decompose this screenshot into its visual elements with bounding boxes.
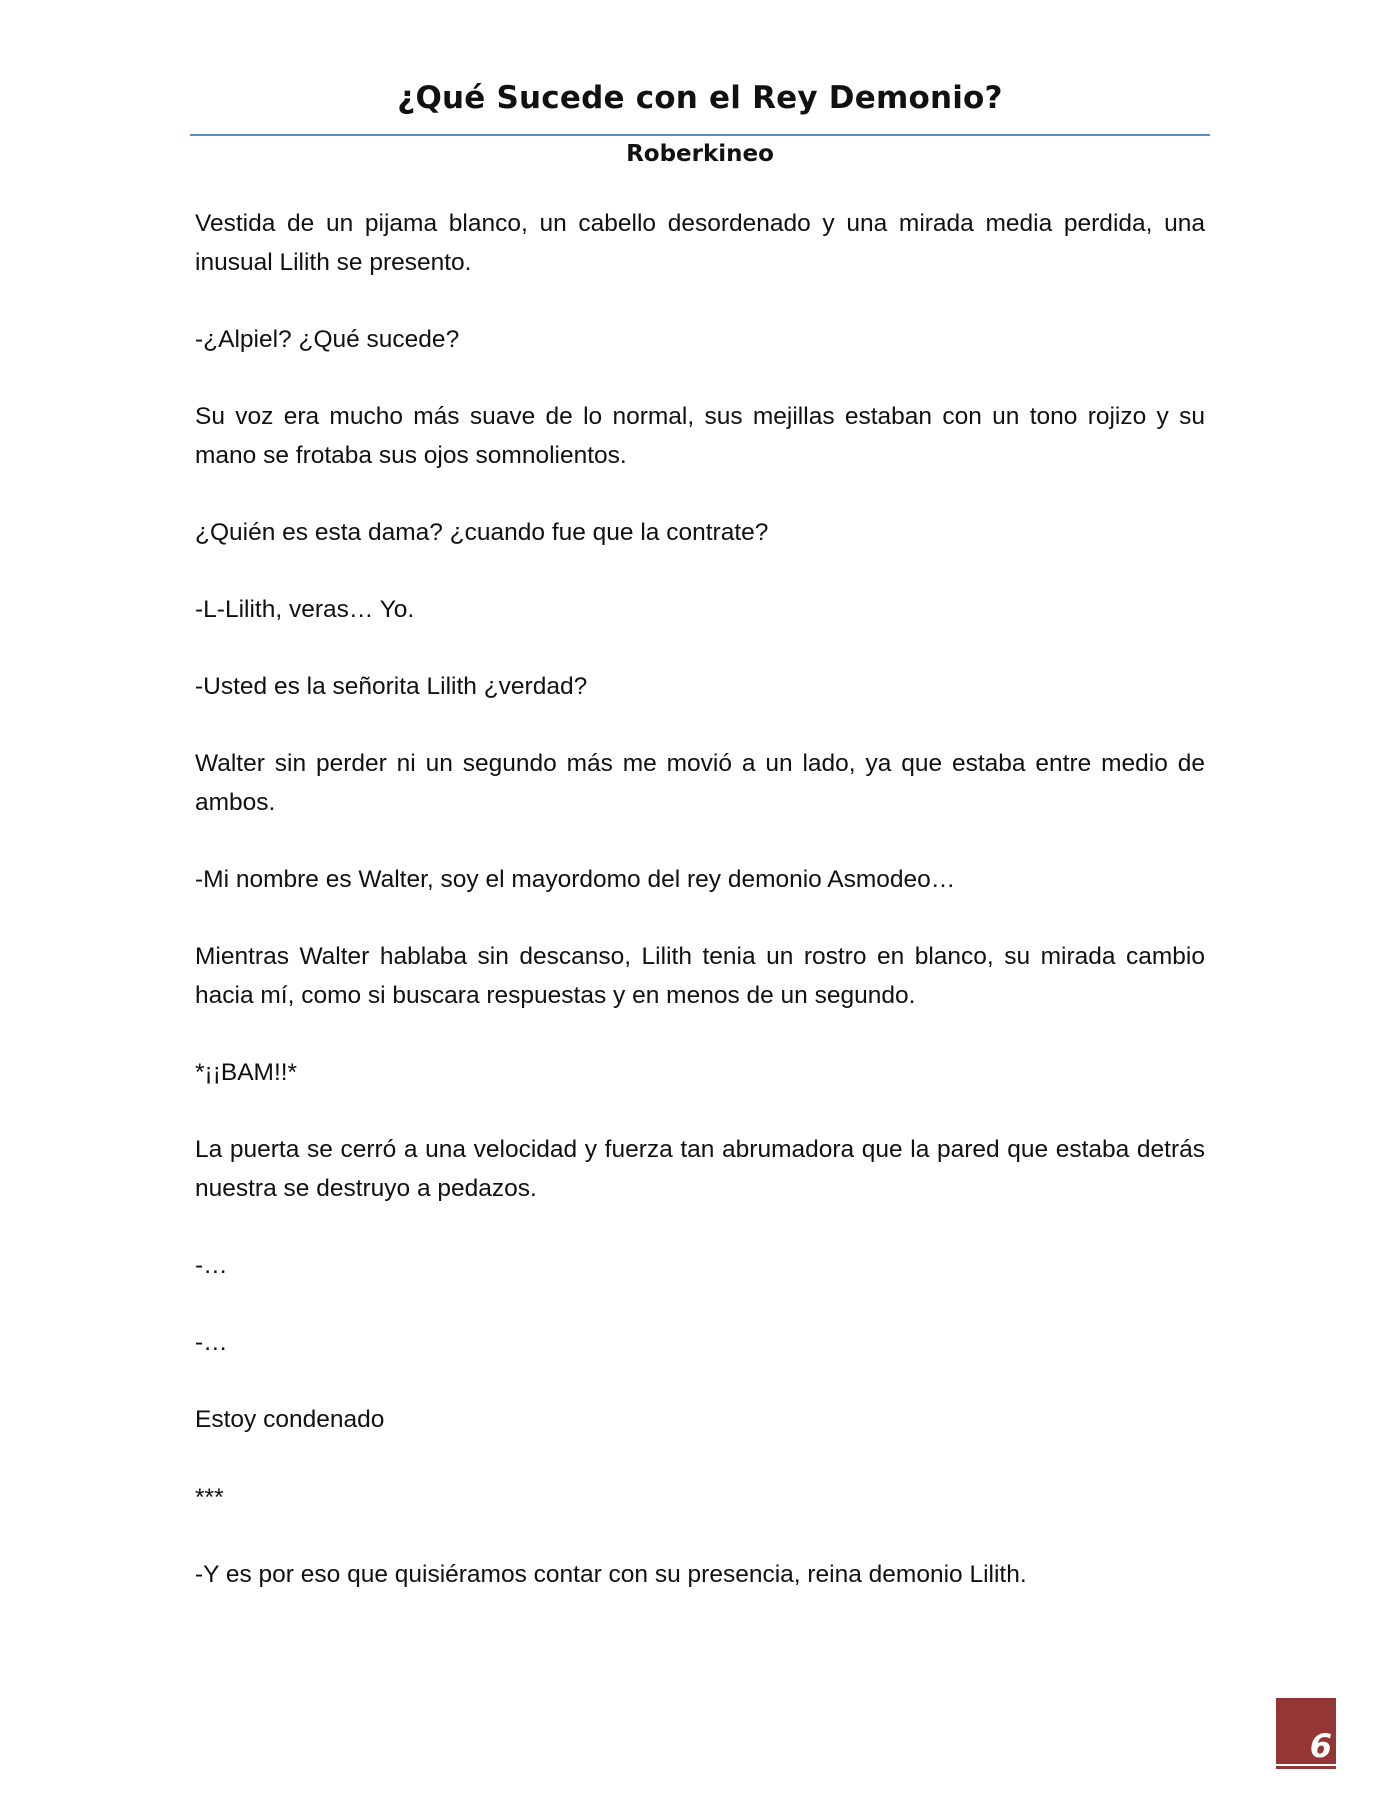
paragraph: -Usted es la señorita Lilith ¿verdad? bbox=[195, 673, 588, 701]
scene-break: *** bbox=[195, 1483, 224, 1511]
page-number-underline bbox=[1276, 1766, 1336, 1769]
page-number: 6 bbox=[1309, 1727, 1332, 1765]
paragraph: Su voz era mucho más suave de lo normal, sus mejillas estaban con un tono rojizo y su mano se frotaba sus ojos somnolientos. bbox=[195, 402, 1205, 469]
paragraph: Vestida de un pijama blanco, un cabello desordenado y una mirada media perdida, una inusual Lilith se presento. bbox=[195, 210, 1205, 276]
paragraph: -… bbox=[195, 1329, 228, 1357]
paragraph: -Mi nombre es Walter, soy el mayordomo del rey demonio Asmodeo… bbox=[195, 866, 956, 894]
paragraph: -… bbox=[195, 1252, 228, 1280]
paragraph: Walter sin perder ni un segundo más me movió a un lado, ya que estaba entre medio de ambos. bbox=[195, 750, 1205, 816]
document-body bbox=[195, 205, 1205, 1633]
paragraph: *¡¡BAM!!* bbox=[195, 1059, 298, 1087]
document-author: Roberkineo bbox=[626, 141, 774, 167]
paragraph: ¿Quién es esta dama? ¿cuando fue que la contrate? bbox=[195, 518, 769, 546]
document-title: ¿Qué Sucede con el Rey Demonio? bbox=[397, 80, 1003, 116]
paragraph: La puerta se cerró a una velocidad y fuerza tan abrumadora que la pared que estaba detrás nuestra se destruyo a pedazos. bbox=[195, 1136, 1205, 1202]
paragraph: -¿Alpiel? ¿Qué sucede? bbox=[195, 325, 460, 353]
page-number-badge bbox=[1276, 1698, 1336, 1764]
paragraph: Estoy condenado bbox=[195, 1406, 385, 1434]
paragraph: -Y es por eso que quisiéramos contar con su presencia, reina demonio Lilith. bbox=[195, 1560, 1027, 1588]
title-divider bbox=[190, 134, 1210, 136]
paragraph: -L-Lilith, veras… Yo. bbox=[195, 595, 415, 623]
paragraph: Mientras Walter hablaba sin descanso, Lilith tenia un rostro en blanco, su mirada cambio hacia mí, como si buscara respuestas y en menos de un segundo. bbox=[195, 943, 1205, 1009]
